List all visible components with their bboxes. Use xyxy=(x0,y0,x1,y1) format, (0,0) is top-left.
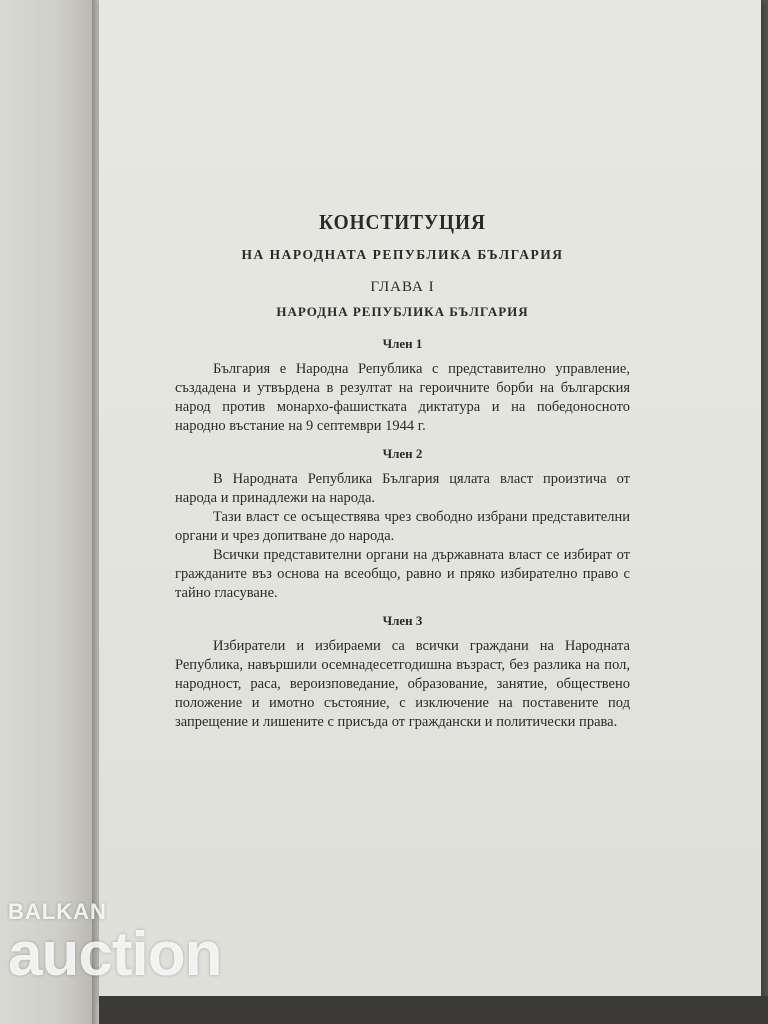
article-2 xyxy=(175,446,630,603)
watermark-bottom-text: auction xyxy=(8,920,222,989)
article-paragraph: Всички представителни органи на държавната власт се избират от гражданите въз основа на всеобщо, равно и пряко избирателно право с тайно гласуване. xyxy=(175,547,630,601)
article-paragraph: България е Народна Република с представително управление, създадена и утвърдена в резултат на героичните борби на българския народ против монархо-фашистката диктатура и на победоносното народно въстание на 9 септември 1944 г. xyxy=(175,361,630,434)
chapter-title: НАРОДНА РЕПУБЛИКА БЪЛГАРИЯ xyxy=(276,304,529,319)
document-text xyxy=(175,210,630,742)
article-heading: Член 2 xyxy=(382,446,423,461)
document-title: КОНСТИТУЦИЯ xyxy=(319,210,486,234)
article-paragraph: В Народната Република България цялата власт произтича от народа и принадлежи на народа. xyxy=(175,471,630,506)
chapter-number: ГЛАВА I xyxy=(370,279,435,295)
watermark-logo xyxy=(8,899,222,989)
watermark-top-text: BALKAN xyxy=(8,899,107,924)
article-3 xyxy=(175,613,630,732)
article-paragraph: Избиратели и избираеми са всички граждани на Народната Република, навършили осемнадесетгодишна възраст, без разлика на пол, народност, раса, вероизповедание, образование, занятие, обществено положение и имотно състояние, с изключение на поставените под запрещение и лишените с присъда от граждански и политически права. xyxy=(175,638,630,730)
article-paragraph: Тази власт се осъществява чрез свободно избрани представителни органи и чрез допитване до народа. xyxy=(175,509,630,544)
article-1 xyxy=(175,336,630,436)
document-subtitle: НА НАРОДНАТА РЕПУБЛИКА БЪЛГАРИЯ xyxy=(241,247,564,262)
article-heading: Член 3 xyxy=(382,613,423,628)
left-page-edge xyxy=(0,0,98,1024)
background-bottom xyxy=(99,996,768,1024)
article-heading: Член 1 xyxy=(382,336,423,351)
